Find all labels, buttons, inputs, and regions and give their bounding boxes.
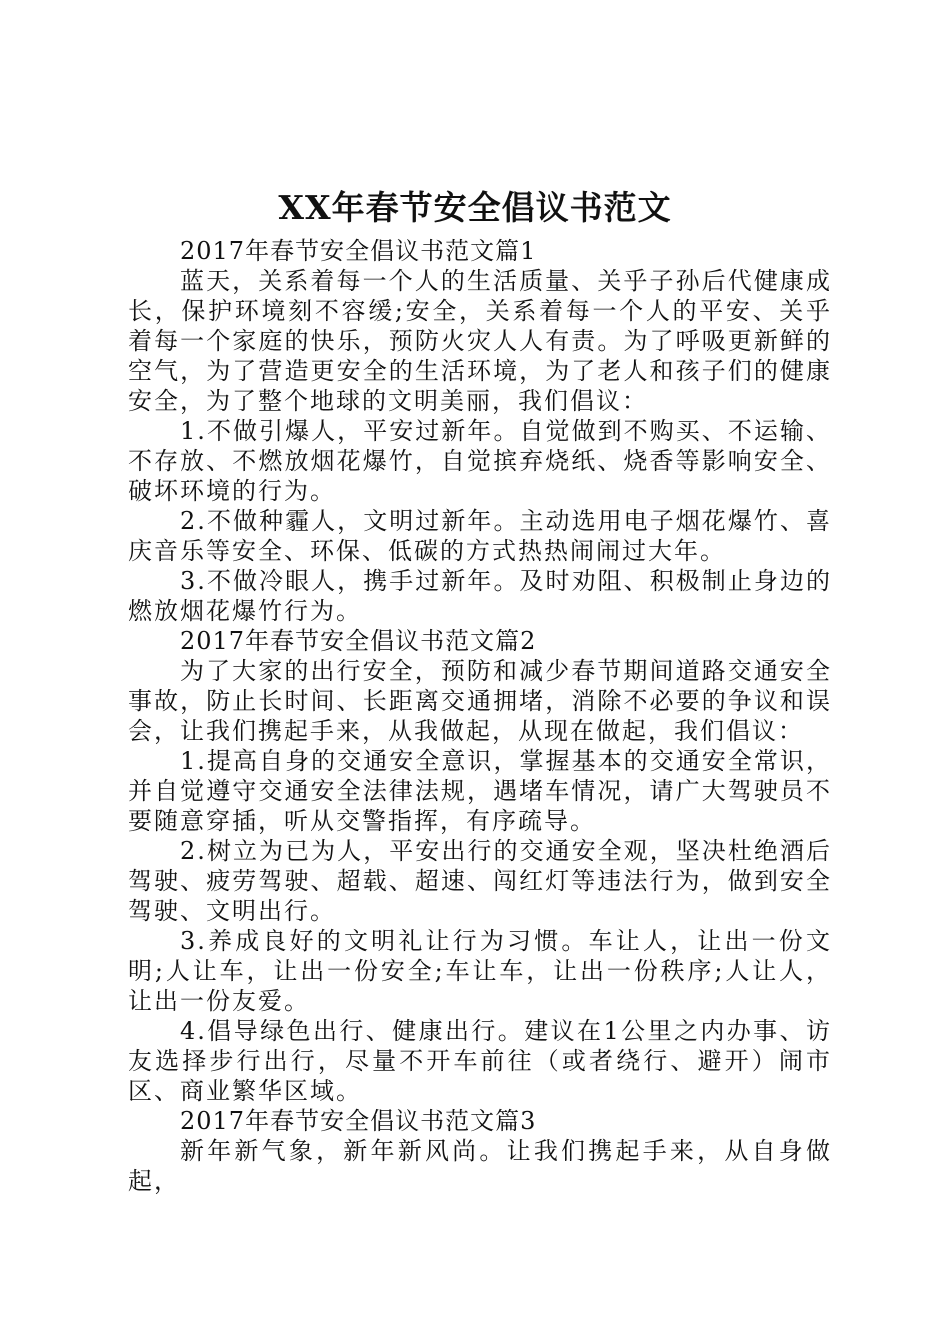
section-heading-2: 2017年春节安全倡议书范文篇2	[180, 627, 537, 655]
section-heading-1: 2017年春节安全倡议书范文篇1	[180, 237, 537, 265]
paragraph-item-2-3: 3.养成良好的文明礼让行为习惯。车让人，让出一份文明;人让车，让出一份安全;车让车，让出一份秩序;人让人，让出一份友爱。	[128, 927, 832, 1015]
paragraph-item-1-2: 2.不做种霾人，文明过新年。主动选用电子烟花爆竹、喜庆音乐等安全、环保、低碳的方式热热闹闹过大年。	[128, 507, 832, 565]
paragraph-item-2-4: 4.倡导绿色出行、健康出行。建议在1公里之内办事、访友选择步行出行，尽量不开车前往（或者绕行、避开）闹市区、商业繁华区域。	[128, 1017, 832, 1105]
paragraph-item-1-1: 1.不做引爆人，平安过新年。自觉做到不购买、不运输、不存放、不燃放烟花爆竹，自觉摈弃烧纸、烧香等影响安全、破坏环境的行为。	[128, 417, 832, 505]
paragraph-intro-1: 蓝天，关系着每一个人的生活质量、关乎子孙后代健康成长，保护环境刻不容缓;安全，关系着每一个人的平安、关乎着每一个家庭的快乐，预防火灾人人有责。为了呼吸更新鲜的空气，为了营造更安全的生活环境，为了老人和孩子们的健康安全，为了整个地球的文明美丽，我们倡议：	[128, 267, 832, 415]
document-body	[128, 236, 832, 1196]
paragraph-item-2-2: 2.树立为已为人，平安出行的交通安全观，坚决杜绝酒后驾驶、疲劳驾驶、超载、超速、闯红灯等违法行为，做到安全驾驶、文明出行。	[128, 837, 832, 925]
section-heading-3: 2017年春节安全倡议书范文篇3	[180, 1107, 537, 1135]
paragraph-item-1-3: 3.不做冷眼人，携手过新年。及时劝阻、积极制止身边的燃放烟花爆竹行为。	[128, 567, 832, 625]
paragraph-intro-3: 新年新气象，新年新风尚。让我们携起手来，从自身做起，	[128, 1137, 832, 1195]
paragraph-intro-2: 为了大家的出行安全，预防和减少春节期间道路交通安全事故，防止长时间、长距离交通拥堵，消除不必要的争议和误会，让我们携起手来，从我做起，从现在做起，我们倡议：	[128, 657, 832, 745]
paragraph-item-2-1: 1.提高自身的交通安全意识，掌握基本的交通安全常识，并自觉遵守交通安全法律法规，遇堵车情况，请广大驾驶员不要随意穿插，听从交警指挥，有序疏导。	[128, 747, 832, 835]
document-title: XX年春节安全倡议书范文	[278, 188, 672, 227]
